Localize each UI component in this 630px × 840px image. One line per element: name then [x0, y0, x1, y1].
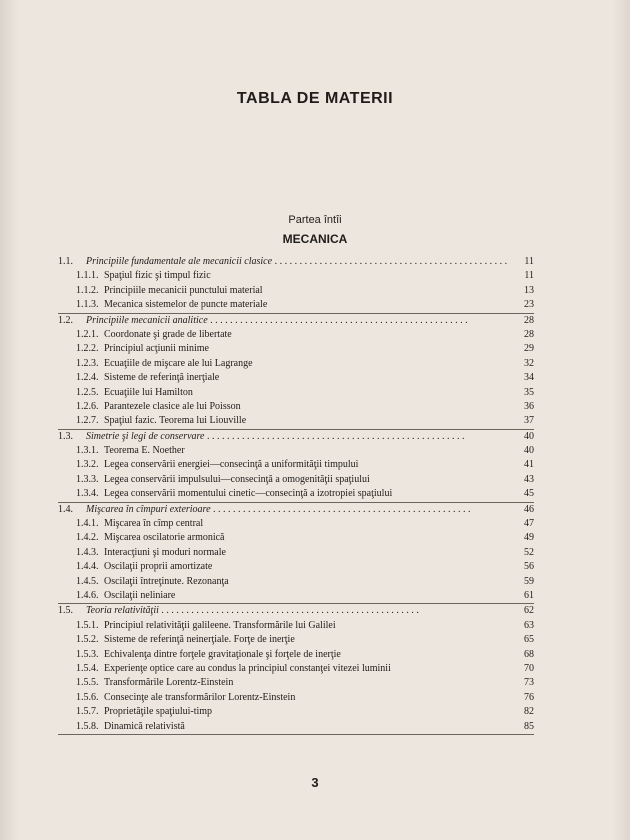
subsection-entry [58, 284, 534, 298]
entry-title: Teorema E. Noether [104, 445, 185, 457]
subsection-entry [58, 487, 534, 501]
subsection-entry [58, 560, 534, 574]
entry-page: 28 [521, 328, 534, 342]
entry-title: Legea conservării momentului cinetic—consecinţă a izotropiei spaţiului [104, 488, 393, 500]
entry-page: 11 [521, 269, 534, 283]
entry-title: Principiile fundamentale ale mecanicii clasice . . . [86, 255, 510, 269]
entry-page: 62 [521, 604, 534, 618]
entry-title: Sisteme de referinţă inerţiale [104, 372, 220, 384]
entry-page: 52 [521, 546, 534, 560]
subsection-entry [58, 546, 534, 560]
toc-section [58, 604, 534, 735]
entry-page: 59 [521, 575, 534, 589]
entry-number: 1.3.2. [76, 459, 99, 471]
table-of-contents [58, 255, 534, 735]
entry-number: 1.4.5. [76, 575, 99, 587]
entry-number: 1.2. [58, 314, 73, 326]
entry-number: 1.1. [58, 256, 73, 267]
entry-number: 1.1.2. [76, 284, 99, 296]
entry-title: Legea conservării energiei—consecinţă a uniformităţii timpului [104, 459, 359, 471]
entry-number: 1.5.5. [76, 677, 99, 689]
entry-title: Dinamică relativistă [104, 720, 185, 732]
entry-title: Sisteme de referinţă neinerţiale. Forţe de inerţie [104, 634, 295, 646]
entry-title: Transformările Lorentz-Einstein [104, 677, 234, 689]
entry-number: 1.2.1. [76, 328, 99, 340]
subsection-entry [58, 371, 534, 385]
entry-number: 1.5.1. [76, 619, 99, 631]
page-title: TABLA DE MATERII [236, 90, 394, 107]
entry-number: 1.4.1. [76, 518, 99, 530]
entry-page: 34 [521, 371, 534, 385]
entry-title: Principiul relativităţii galileene. Transformările lui Galilei [104, 619, 336, 631]
subsection-entry [58, 473, 534, 487]
entry-title: Mişcarea în cîmp central [104, 518, 204, 530]
entry-page: 76 [521, 691, 534, 705]
entry-number: 1.4.3. [76, 546, 99, 558]
entry-title: Coordonate şi grade de libertate [104, 328, 232, 340]
subject-heading: MECANICA [282, 232, 348, 246]
subsection-entry [58, 691, 534, 705]
entry-page: 56 [521, 560, 534, 574]
entry-page: 70 [521, 662, 534, 676]
entry-number: 1.2.4. [76, 372, 99, 384]
entry-title: Consecinţe ale transformărilor Lorentz-Einstein [104, 691, 296, 703]
entry-page: 28 [521, 314, 534, 328]
entry-title: Mecanica sistemelor de puncte materiale [104, 299, 268, 311]
toc-section [58, 255, 534, 314]
entry-number: 1.5.3. [76, 648, 99, 660]
entry-page: 40 [521, 430, 534, 444]
entry-page: 13 [521, 284, 534, 298]
entry-page: 65 [521, 633, 534, 647]
subsection-entry [58, 720, 534, 734]
entry-page: 11 [521, 255, 534, 269]
entry-page: 43 [521, 473, 534, 487]
entry-number: 1.3.3. [76, 473, 99, 485]
toc-section [58, 503, 534, 605]
section-heading [58, 503, 534, 517]
entry-title: Principiile mecanicii punctului material [104, 284, 263, 296]
entry-number: 1.4.2. [76, 532, 99, 544]
entry-title: Ecuaţiile lui Hamilton [104, 386, 193, 398]
toc-section [58, 314, 534, 430]
subsection-entry [58, 619, 534, 633]
entry-page: 36 [521, 400, 534, 414]
section-heading [58, 430, 534, 444]
entry-title: Oscilaţii neliniare [104, 589, 176, 601]
entry-title: Parantezele clasice ale lui Poisson [104, 400, 241, 412]
part-heading: Partea întîi [288, 214, 342, 226]
entry-number: 1.5.8. [76, 720, 99, 732]
entry-number: 1.3. [58, 430, 73, 442]
subsection-entry [58, 531, 534, 545]
subsection-entry [58, 648, 534, 662]
entry-number: 1.5.4. [76, 662, 99, 674]
entry-page: 68 [521, 648, 534, 662]
entry-page: 85 [521, 720, 534, 734]
entry-number: 1.5.7. [76, 706, 99, 718]
entry-page: 32 [521, 357, 534, 371]
entry-title: Mişcarea în cîmpuri exterioare . . . [86, 503, 510, 517]
subsection-entry [58, 298, 534, 312]
subsection-entry [58, 662, 534, 676]
entry-title: Ecuaţiile de mişcare ale lui Lagrange [104, 357, 253, 369]
entry-title: Echivalenţa dintre forţele gravitaţionale şi forţele de inerţie [104, 648, 341, 660]
section-heading [58, 604, 534, 618]
entry-page: 49 [521, 531, 534, 545]
entry-number: 1.2.7. [76, 415, 99, 427]
entry-page: 63 [521, 619, 534, 633]
entry-title: Spaţiul fizic şi timpul fizic [104, 270, 211, 282]
entry-title: Principiile mecanicii analitice . . . [86, 314, 510, 328]
entry-title: Proprietăţile spaţiului-timp [104, 706, 213, 718]
subsection-entry [58, 458, 534, 472]
entry-page: 45 [521, 487, 534, 501]
entry-title: Teoria relativităţii . . . [86, 604, 510, 618]
entry-number: 1.4.6. [76, 589, 99, 601]
page-number: 3 [311, 775, 319, 790]
entry-page: 35 [521, 386, 534, 400]
subsection-entry [58, 400, 534, 414]
entry-page: 29 [521, 342, 534, 356]
subsection-entry [58, 676, 534, 690]
entry-number: 1.3.4. [76, 488, 99, 500]
entry-title: Oscilaţii proprii amortizate [104, 561, 213, 573]
entry-title: Simetrie şi legi de conservare . . . [86, 430, 510, 444]
entry-number: 1.2.2. [76, 343, 99, 355]
entry-title: Mişcarea oscilatorie armonică [104, 532, 225, 544]
entry-page: 46 [521, 503, 534, 517]
entry-title: Oscilaţii întreţinute. Rezonanţa [104, 575, 229, 587]
entry-number: 1.5.2. [76, 634, 99, 646]
entry-number: 1.4. [58, 503, 73, 515]
subsection-entry [58, 357, 534, 371]
entry-number: 1.4.4. [76, 561, 99, 573]
entry-number: 1.3.1. [76, 445, 99, 457]
subsection-entry [58, 633, 534, 647]
subsection-entry [58, 328, 534, 342]
entry-number: 1.1.1. [76, 270, 99, 282]
entry-page: 73 [521, 676, 534, 690]
entry-number: 1.2.6. [76, 400, 99, 412]
entry-title: Spaţiul fazic. Teorema lui Liouville [104, 415, 247, 427]
entry-title: Legea conservării impulsului—consecinţă a omogenităţii spaţiului [104, 473, 370, 485]
section-heading [58, 255, 534, 269]
entry-number: 1.1.3. [76, 299, 99, 311]
subsection-entry [58, 575, 534, 589]
entry-page: 61 [521, 589, 534, 603]
entry-title: Principiul acţiunii minime [104, 343, 209, 355]
subsection-entry [58, 705, 534, 719]
subsection-entry [58, 444, 534, 458]
entry-number: 1.2.3. [76, 357, 99, 369]
entry-title: Interacţiuni şi moduri normale [104, 546, 226, 558]
section-heading [58, 314, 534, 328]
entry-number: 1.5.6. [76, 691, 99, 703]
entry-page: 37 [521, 414, 534, 428]
subsection-entry [58, 517, 534, 531]
subsection-entry [58, 589, 534, 603]
subsection-entry [58, 414, 534, 428]
subsection-entry [58, 269, 534, 283]
entry-page: 23 [521, 298, 534, 312]
entry-number: 1.2.5. [76, 386, 99, 398]
subsection-entry [58, 342, 534, 356]
entry-number: 1.5. [58, 605, 73, 617]
entry-page: 82 [521, 705, 534, 719]
toc-section [58, 430, 534, 503]
entry-page: 41 [521, 458, 534, 472]
entry-title: Experienţe optice care au condus la principiul constanţei vitezei luminii [104, 662, 391, 674]
entry-page: 40 [521, 444, 534, 458]
subsection-entry [58, 386, 534, 400]
entry-page: 47 [521, 517, 534, 531]
